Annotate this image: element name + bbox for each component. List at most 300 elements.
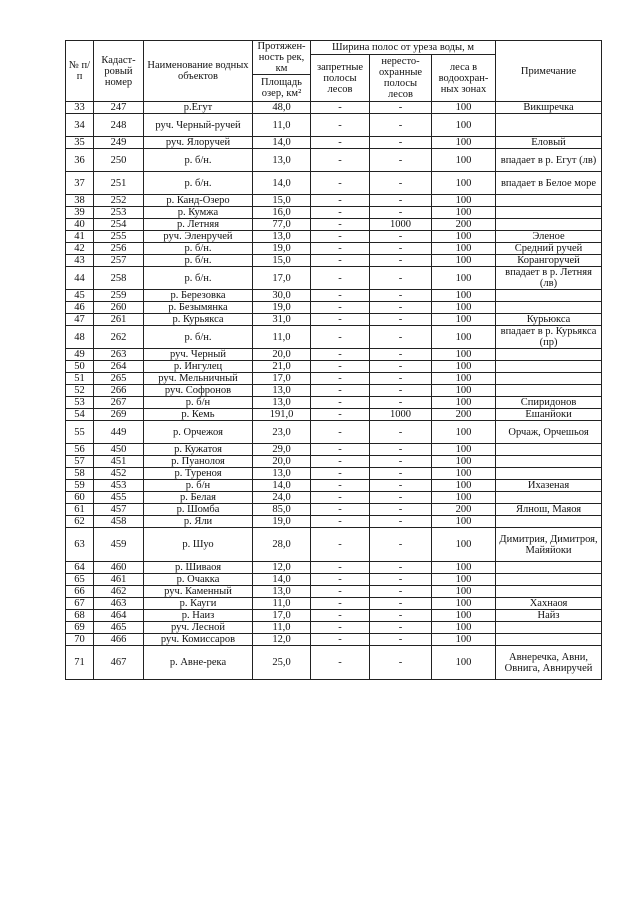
length-value: 19,0 [253,243,311,255]
object-name: р. б/н. [144,172,253,195]
note-value: Эленое [496,231,602,243]
cadastral-number: 449 [94,421,144,444]
table-row [66,610,602,622]
header-num: № п/п [66,41,94,102]
row-number: 54 [66,409,94,421]
zapret-value: - [311,172,370,195]
table-row [66,361,602,373]
vodo-value: 200 [432,409,496,421]
length-value: 15,0 [253,255,311,267]
cadastral-number: 266 [94,385,144,397]
nerest-value: - [370,610,432,622]
cadastral-number: 250 [94,149,144,172]
nerest-value: - [370,290,432,302]
header-vodo: леса в водоохран-ных зонах [432,55,496,102]
header-name: Наименование водных объектов [144,41,253,102]
table-row [66,634,602,646]
note-value: впадает в р. Летняя (лв) [496,267,602,290]
object-name: р. Белая [144,492,253,504]
note-value: Авнеречка, Авни, Овнига, Авниручей [496,646,602,680]
table-row [66,302,602,314]
cadastral-number: 463 [94,598,144,610]
table-row [66,480,602,492]
row-number: 33 [66,102,94,114]
object-name: руч. Ялоручей [144,137,253,149]
note-value [496,468,602,480]
object-name: р. б/н [144,397,253,409]
row-number: 35 [66,137,94,149]
note-value [496,207,602,219]
cadastral-number: 267 [94,397,144,409]
zapret-value: - [311,634,370,646]
cadastral-number: 264 [94,361,144,373]
cadastral-number: 262 [94,326,144,349]
table-row [66,114,602,137]
nerest-value: - [370,516,432,528]
cadastral-number: 462 [94,586,144,598]
nerest-value: - [370,622,432,634]
table-row [66,385,602,397]
object-name: р. Орчежоя [144,421,253,444]
length-value: 16,0 [253,207,311,219]
header-note: Примечание [496,41,602,102]
cadastral-number: 464 [94,610,144,622]
cadastral-number: 467 [94,646,144,680]
row-number: 42 [66,243,94,255]
table-row [66,516,602,528]
row-number: 70 [66,634,94,646]
table-row [66,409,602,421]
note-value: впадает в Белое море [496,172,602,195]
note-value: Корангоручей [496,255,602,267]
nerest-value: - [370,172,432,195]
row-number: 44 [66,267,94,290]
zapret-value: - [311,207,370,219]
zapret-value: - [311,255,370,267]
object-name: руч. Лесной [144,622,253,634]
table-row [66,562,602,574]
object-name: р. Яли [144,516,253,528]
row-number: 59 [66,480,94,492]
vodo-value: 100 [432,302,496,314]
zapret-value: - [311,219,370,231]
length-value: 11,0 [253,326,311,349]
cadastral-number: 253 [94,207,144,219]
table-header [66,41,602,102]
note-value [496,373,602,385]
vodo-value: 100 [432,137,496,149]
vodo-value: 100 [432,231,496,243]
vodo-value: 100 [432,622,496,634]
vodo-value: 100 [432,574,496,586]
vodo-value: 100 [432,634,496,646]
row-number: 60 [66,492,94,504]
row-number: 37 [66,172,94,195]
length-value: 13,0 [253,586,311,598]
note-value [496,574,602,586]
table-row [66,255,602,267]
row-number: 53 [66,397,94,409]
table-row [66,231,602,243]
length-value: 11,0 [253,598,311,610]
length-value: 14,0 [253,137,311,149]
object-name: р. Летняя [144,219,253,231]
length-value: 14,0 [253,480,311,492]
vodo-value: 200 [432,504,496,516]
nerest-value: - [370,574,432,586]
zapret-value: - [311,504,370,516]
note-value: Хахнаоя [496,598,602,610]
object-name: р. б/н [144,480,253,492]
nerest-value: - [370,468,432,480]
table-row [66,172,602,195]
object-name: р. Кемь [144,409,253,421]
row-number: 64 [66,562,94,574]
note-value [496,114,602,137]
cadastral-number: 455 [94,492,144,504]
row-number: 67 [66,598,94,610]
table-row [66,468,602,480]
note-value: Ялнош, Маяоя [496,504,602,516]
nerest-value: - [370,492,432,504]
zapret-value: - [311,492,370,504]
row-number: 41 [66,231,94,243]
note-value [496,634,602,646]
vodo-value: 100 [432,102,496,114]
table-row [66,195,602,207]
row-number: 43 [66,255,94,267]
table-row [66,492,602,504]
table-row [66,326,602,349]
row-number: 56 [66,444,94,456]
object-name: руч. Комиссаров [144,634,253,646]
object-name: руч. Мельничный [144,373,253,385]
nerest-value: - [370,326,432,349]
nerest-value: - [370,421,432,444]
zapret-value: - [311,456,370,468]
object-name: р. Шуо [144,528,253,562]
cadastral-number: 461 [94,574,144,586]
nerest-value: - [370,397,432,409]
table-row [66,219,602,231]
length-value: 19,0 [253,516,311,528]
note-value: Средний ручей [496,243,602,255]
water-objects-table [65,40,602,680]
cadastral-number: 252 [94,195,144,207]
nerest-value: - [370,598,432,610]
cadastral-number: 251 [94,172,144,195]
length-value: 14,0 [253,172,311,195]
nerest-value: 1000 [370,219,432,231]
length-value: 17,0 [253,610,311,622]
object-name: р. Кауги [144,598,253,610]
row-number: 62 [66,516,94,528]
object-name: р. Наиз [144,610,253,622]
length-value: 20,0 [253,456,311,468]
row-number: 46 [66,302,94,314]
nerest-value: - [370,456,432,468]
note-value: Еловый [496,137,602,149]
object-name: руч. Эленручей [144,231,253,243]
cadastral-number: 458 [94,516,144,528]
note-value: Ешанйоки [496,409,602,421]
object-name: р. Авне-река [144,646,253,680]
cadastral-number: 256 [94,243,144,255]
nerest-value: - [370,646,432,680]
note-value: Викшречка [496,102,602,114]
row-number: 38 [66,195,94,207]
zapret-value: - [311,610,370,622]
vodo-value: 100 [432,444,496,456]
zapret-value: - [311,302,370,314]
nerest-value: - [370,314,432,326]
note-value [496,219,602,231]
length-value: 11,0 [253,114,311,137]
note-value: впадает в р. Егут (лв) [496,149,602,172]
nerest-value: - [370,114,432,137]
cadastral-number: 254 [94,219,144,231]
length-value: 13,0 [253,149,311,172]
vodo-value: 100 [432,492,496,504]
header-length: Протяжен-ность рек, км [253,41,311,75]
object-name: р. Кумжа [144,207,253,219]
note-value: впадает в р. Курьякса (пр) [496,326,602,349]
nerest-value: - [370,302,432,314]
length-value: 12,0 [253,562,311,574]
row-number: 63 [66,528,94,562]
object-name: р. Шиваоя [144,562,253,574]
table-row [66,504,602,516]
vodo-value: 100 [432,480,496,492]
cadastral-number: 453 [94,480,144,492]
note-value [496,302,602,314]
table-row [66,421,602,444]
note-value: Курьюкса [496,314,602,326]
note-value [496,622,602,634]
vodo-value: 100 [432,646,496,680]
table-row [66,137,602,149]
vodo-value: 100 [432,255,496,267]
table-row [66,243,602,255]
nerest-value: - [370,255,432,267]
vodo-value: 100 [432,516,496,528]
cadastral-number: 263 [94,349,144,361]
nerest-value: - [370,385,432,397]
table-row [66,373,602,385]
object-name: руч. Софронов [144,385,253,397]
length-value: 20,0 [253,349,311,361]
vodo-value: 100 [432,243,496,255]
note-value [496,195,602,207]
nerest-value: - [370,444,432,456]
vodo-value: 100 [432,149,496,172]
cadastral-number: 258 [94,267,144,290]
note-value [496,586,602,598]
object-name: р. б/н. [144,255,253,267]
nerest-value: - [370,267,432,290]
nerest-value: - [370,480,432,492]
zapret-value: - [311,137,370,149]
note-value: Ихазеная [496,480,602,492]
table-row [66,598,602,610]
nerest-value: 1000 [370,409,432,421]
vodo-value: 100 [432,610,496,622]
zapret-value: - [311,586,370,598]
table-row [66,646,602,680]
table-row [66,444,602,456]
header-cadastral: Кадаст-ровый номер [94,41,144,102]
cadastral-number: 452 [94,468,144,480]
vodo-value: 100 [432,290,496,302]
cadastral-number: 450 [94,444,144,456]
zapret-value: - [311,195,370,207]
length-value: 31,0 [253,314,311,326]
header-nerest: нересто-охранные полосы лесов [370,55,432,102]
cadastral-number: 465 [94,622,144,634]
vodo-value: 100 [432,267,496,290]
row-number: 39 [66,207,94,219]
cadastral-number: 265 [94,373,144,385]
cadastral-number: 260 [94,302,144,314]
table-row [66,622,602,634]
object-name: р. Пуанолоя [144,456,253,468]
vodo-value: 100 [432,373,496,385]
nerest-value: - [370,231,432,243]
row-number: 47 [66,314,94,326]
zapret-value: - [311,574,370,586]
zapret-value: - [311,397,370,409]
cadastral-number: 460 [94,562,144,574]
row-number: 45 [66,290,94,302]
zapret-value: - [311,409,370,421]
row-number: 40 [66,219,94,231]
cadastral-number: 247 [94,102,144,114]
vodo-value: 100 [432,586,496,598]
nerest-value: - [370,562,432,574]
vodo-value: 100 [432,528,496,562]
zapret-value: - [311,385,370,397]
row-number: 34 [66,114,94,137]
note-value [496,385,602,397]
note-value: Найз [496,610,602,622]
object-name: руч. Черный [144,349,253,361]
header-area: Площадь озер, км² [253,75,311,102]
zapret-value: - [311,622,370,634]
length-value: 30,0 [253,290,311,302]
table-row [66,349,602,361]
cadastral-number: 269 [94,409,144,421]
row-number: 71 [66,646,94,680]
vodo-value: 100 [432,385,496,397]
zapret-value: - [311,349,370,361]
note-value: Димитрия, Димитроя, Майяйоки [496,528,602,562]
row-number: 58 [66,468,94,480]
length-value: 29,0 [253,444,311,456]
length-value: 24,0 [253,492,311,504]
length-value: 23,0 [253,421,311,444]
length-value: 85,0 [253,504,311,516]
note-value [496,444,602,456]
note-value: Спиридонов [496,397,602,409]
cadastral-number: 248 [94,114,144,137]
zapret-value: - [311,314,370,326]
zapret-value: - [311,598,370,610]
length-value: 25,0 [253,646,311,680]
cadastral-number: 257 [94,255,144,267]
vodo-value: 100 [432,421,496,444]
object-name: р. Канд-Озеро [144,195,253,207]
vodo-value: 100 [432,598,496,610]
row-number: 61 [66,504,94,516]
length-value: 13,0 [253,231,311,243]
vodo-value: 100 [432,468,496,480]
length-value: 21,0 [253,361,311,373]
nerest-value: - [370,361,432,373]
vodo-value: 100 [432,397,496,409]
nerest-value: - [370,349,432,361]
zapret-value: - [311,326,370,349]
note-value [496,492,602,504]
object-name: р. Березовка [144,290,253,302]
table-body [66,102,602,680]
row-number: 69 [66,622,94,634]
object-name: р. Безымянка [144,302,253,314]
cadastral-number: 259 [94,290,144,302]
note-value: Орчаж, Орчешьоя [496,421,602,444]
length-value: 17,0 [253,373,311,385]
object-name: р. Ингулец [144,361,253,373]
row-number: 52 [66,385,94,397]
nerest-value: - [370,149,432,172]
table-row [66,102,602,114]
note-value [496,456,602,468]
table-row [66,207,602,219]
vodo-value: 100 [432,195,496,207]
zapret-value: - [311,114,370,137]
zapret-value: - [311,444,370,456]
note-value [496,349,602,361]
table-row [66,267,602,290]
table-row [66,397,602,409]
length-value: 12,0 [253,634,311,646]
zapret-value: - [311,102,370,114]
nerest-value: - [370,207,432,219]
zapret-value: - [311,267,370,290]
length-value: 13,0 [253,468,311,480]
nerest-value: - [370,528,432,562]
row-number: 57 [66,456,94,468]
object-name: р. б/н. [144,243,253,255]
length-value: 14,0 [253,574,311,586]
table-row [66,290,602,302]
zapret-value: - [311,290,370,302]
zapret-value: - [311,562,370,574]
object-name: р. Туреноя [144,468,253,480]
length-value: 13,0 [253,385,311,397]
nerest-value: - [370,195,432,207]
table-row [66,456,602,468]
cadastral-number: 466 [94,634,144,646]
length-value: 28,0 [253,528,311,562]
row-number: 68 [66,610,94,622]
length-value: 191,0 [253,409,311,421]
vodo-value: 100 [432,361,496,373]
table-row [66,528,602,562]
row-number: 55 [66,421,94,444]
nerest-value: - [370,243,432,255]
object-name: р. Кужатоя [144,444,253,456]
zapret-value: - [311,516,370,528]
